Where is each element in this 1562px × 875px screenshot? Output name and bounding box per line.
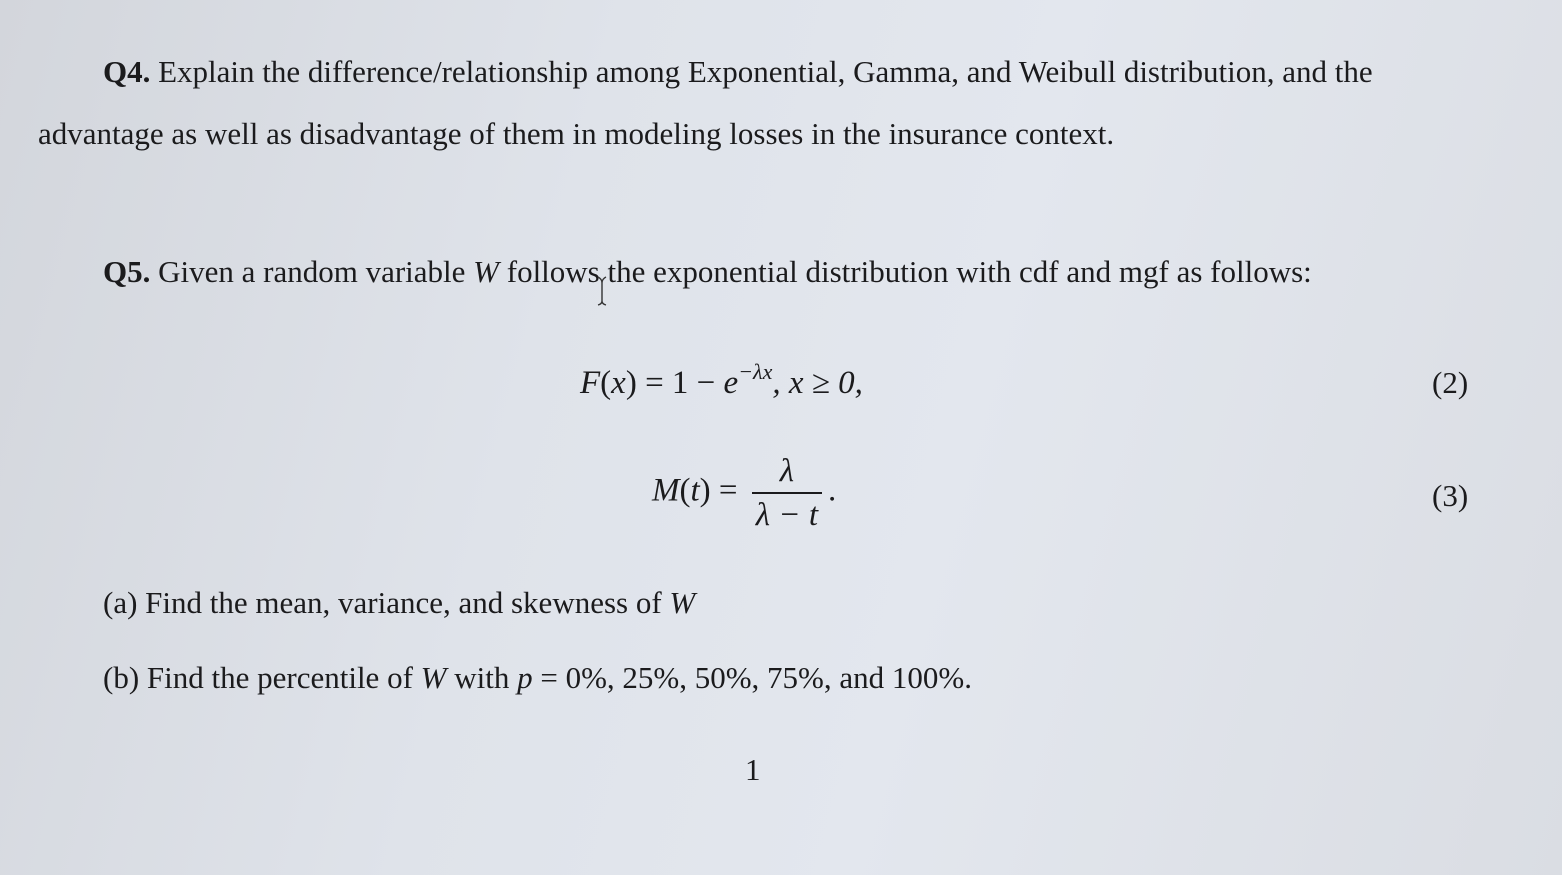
q4-label: Q4. [103,54,151,89]
mgf-equals: ) = [699,472,738,509]
q5-intro-b: follows the exponential distribution with cdf and mgf as follows: [499,254,1312,289]
cdf-condition: , x ≥ 0, [772,365,863,401]
q4-text-line-1: Explain the difference/relationship among Exponential, Gamma, and Weibull distribution, and the [158,54,1373,89]
q4-text-line-2: advantage as well as disadvantage of them in modeling losses in the insurance context. [38,116,1115,151]
mgf-argument: t [690,472,700,509]
cdf-exponential-base: e [723,365,739,401]
cdf-exponent: −λx [738,359,773,384]
part-b-text-c: = 0%, 25%, 50%, 75%, and 100%. [532,660,972,695]
page-number: 1 [745,752,761,787]
part-b-text-b: with [446,660,518,695]
q5-intro-a: Given a random variable [158,254,474,289]
q5-variable: W [473,254,499,289]
cdf-function-name: F [580,365,601,401]
cdf-argument: x [611,365,626,401]
q4-line-2 [38,114,1114,154]
cdf-equals: ) = 1 − [625,365,724,401]
mgf-period: . [828,472,837,509]
q4-line-1 [103,52,1373,92]
part-b-variable: W [420,660,447,695]
equation-mgf: M(t) = $\frac{\lambda}{\lambda - t}$ . [652,453,837,533]
text-cursor-icon [596,275,608,307]
equation-number-2: (2) [1432,365,1469,400]
mgf-numerator: λ [752,454,822,494]
equation-number-3: (3) [1432,478,1469,513]
q5-part-b [103,658,972,698]
mgf-function-name: M [652,472,680,509]
equation-cdf: $F(x) = 1 - e^{-\lambda x}$, x ≥ 0, [580,359,863,401]
mgf-fraction [752,454,822,532]
part-b-p-symbol: p [517,660,533,695]
q5-part-a [103,583,695,623]
q5-intro [103,252,1312,292]
part-a-variable: W [669,585,696,620]
part-b-text-a: (b) Find the percentile of [103,660,421,695]
part-a-text: (a) Find the mean, variance, and skewness of [103,585,670,620]
mgf-denominator: λ − t [755,497,819,533]
q5-label: Q5. [103,254,151,289]
